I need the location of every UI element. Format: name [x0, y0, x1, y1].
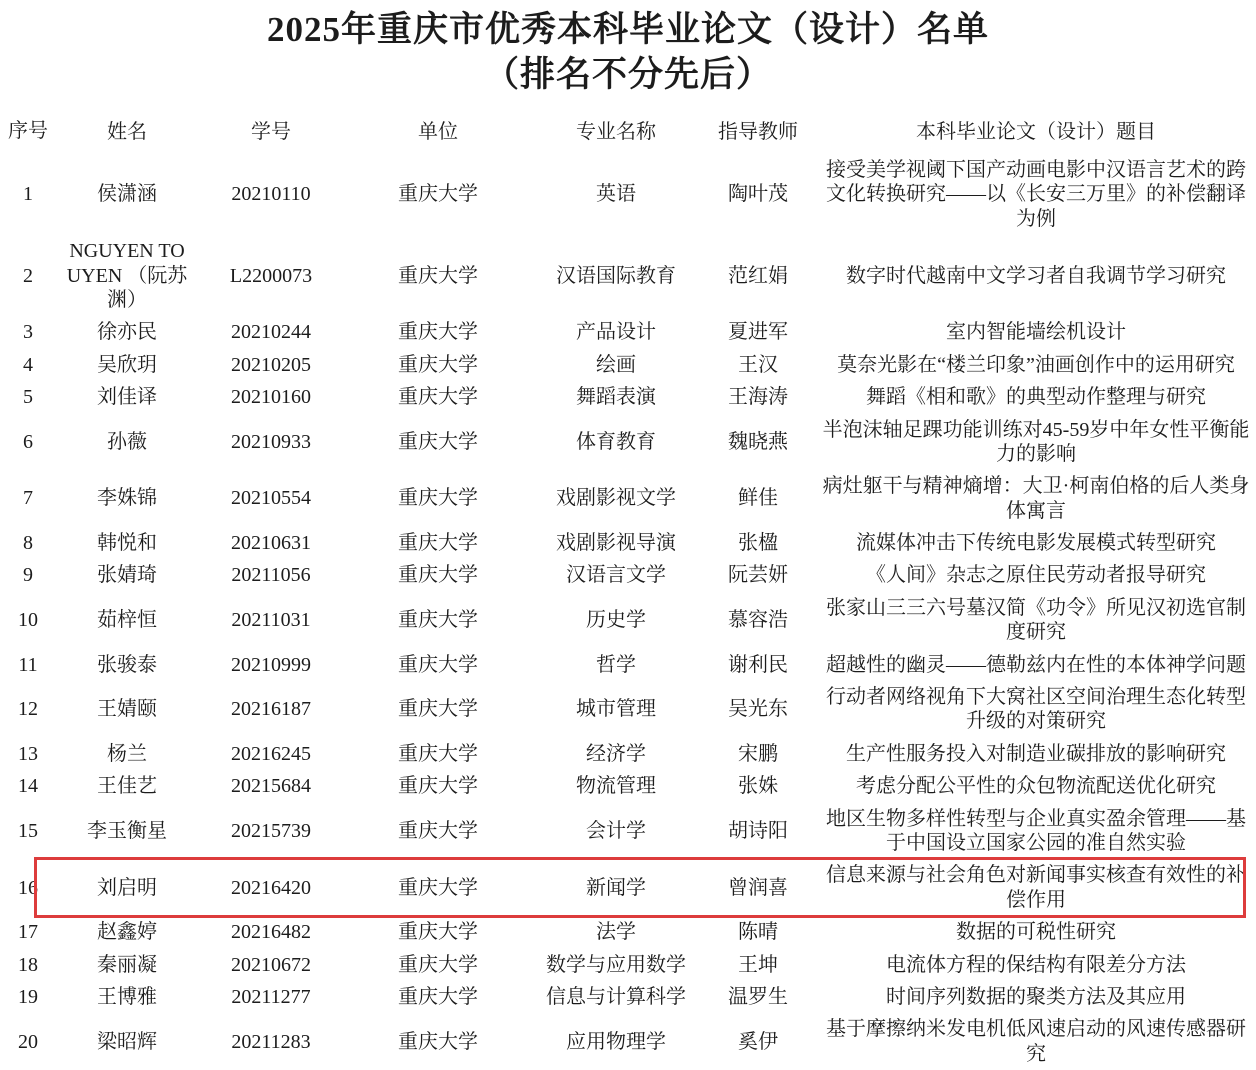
table-header-row: [0, 114, 1256, 154]
cell-unit: 重庆大学: [398, 321, 478, 344]
cell-unit: 重庆大学: [398, 819, 478, 842]
table-row: [0, 381, 1256, 413]
cell-student-id: 20216187: [231, 698, 311, 721]
cell-advisor: 陶叶茂: [728, 183, 788, 206]
cell-unit: 重庆大学: [398, 386, 478, 409]
cell-thesis-title: 病灶躯干与精神熵增：大卫·柯南伯格的后人类身体寓言: [822, 475, 1250, 522]
cell-unit: 重庆大学: [398, 921, 478, 944]
table-body: [0, 154, 1256, 1070]
table-row: [0, 681, 1256, 738]
table-row-highlighted: [0, 859, 1256, 916]
cell-unit: 重庆大学: [398, 953, 478, 976]
cell-advisor: 胡诗阳: [728, 819, 788, 842]
cell-thesis-title: 超越性的幽灵——德勒兹内在性的本体神学问题: [826, 653, 1246, 676]
cell-name: 徐亦民: [97, 321, 157, 344]
cell-major: 哲学: [596, 653, 636, 676]
cell-no: 8: [23, 532, 33, 555]
cell-unit: 重庆大学: [398, 775, 478, 798]
cell-advisor: 谢利民: [728, 653, 788, 676]
cell-unit: 重庆大学: [398, 742, 478, 765]
cell-name: 吴欣玥: [97, 353, 157, 376]
cell-name: 茹梓恒: [97, 609, 157, 632]
cell-advisor: 阮芸妍: [728, 564, 788, 587]
cell-no: 3: [23, 321, 33, 344]
table-row: [0, 770, 1256, 802]
cell-student-id: 20211283: [231, 1030, 311, 1053]
cell-thesis-title: 流媒体冲击下传统电影发展模式转型研究: [856, 532, 1216, 555]
cell-no: 17: [18, 921, 38, 944]
header-unit: 单位: [418, 120, 458, 143]
cell-unit: 重庆大学: [398, 1030, 478, 1053]
cell-student-id: 20210205: [231, 353, 311, 376]
cell-name: 李姝锦: [97, 487, 157, 510]
cell-student-id: 20210631: [231, 532, 311, 555]
cell-major: 体育教育: [576, 430, 656, 453]
cell-advisor: 宋鹏: [738, 742, 778, 765]
cell-major: 绘画: [596, 353, 636, 376]
cell-name: 韩悦和: [97, 532, 157, 555]
header-no: 序号: [8, 120, 48, 143]
cell-thesis-title: 《人间》杂志之原住民劳动者报导研究: [866, 564, 1206, 587]
cell-advisor: 张姝: [738, 775, 778, 798]
cell-no: 10: [18, 609, 38, 632]
cell-name: 张骏泰: [97, 653, 157, 676]
cell-no: 5: [23, 386, 33, 409]
table-row: [0, 1013, 1256, 1070]
cell-student-id: 20210933: [231, 430, 311, 453]
cell-name: 李玉衡星: [87, 819, 167, 842]
table-row: [0, 592, 1256, 649]
cell-advisor: 王汉: [738, 353, 778, 376]
cell-unit: 重庆大学: [398, 487, 478, 510]
cell-no: 12: [18, 698, 38, 721]
cell-thesis-title: 半泡沫轴足踝功能训练对45-59岁中年女性平衡能力的影响: [822, 418, 1250, 465]
cell-no: 19: [18, 985, 38, 1008]
cell-no: 14: [18, 775, 38, 798]
cell-advisor: 鲜佳: [738, 487, 778, 510]
cell-major: 历史学: [586, 609, 646, 632]
table-row: [0, 316, 1256, 348]
cell-major: 戏剧影视导演: [556, 532, 676, 555]
page-title: [0, 8, 1256, 98]
cell-no: 16: [18, 876, 38, 899]
cell-no: 18: [18, 953, 38, 976]
cell-thesis-title: 数字时代越南中文学习者自我调节学习研究: [846, 264, 1226, 287]
cell-unit: 重庆大学: [398, 430, 478, 453]
cell-student-id: 20216482: [231, 921, 311, 944]
cell-student-id: 20216420: [231, 876, 311, 899]
cell-no: 6: [23, 430, 33, 453]
table-row: [0, 916, 1256, 948]
cell-unit: 重庆大学: [398, 985, 478, 1008]
cell-major: 数学与应用数学: [546, 953, 686, 976]
cell-advisor: 范红娟: [728, 264, 788, 287]
thesis-table: [0, 114, 1256, 1070]
cell-name: NGUYEN TO UYEN （阮苏渊）: [66, 240, 188, 311]
table-row: [0, 235, 1256, 316]
cell-major: 新闻学: [586, 876, 646, 899]
cell-unit: 重庆大学: [398, 532, 478, 555]
cell-unit: 重庆大学: [398, 264, 478, 287]
cell-student-id: 20210554: [231, 487, 311, 510]
table-row: [0, 414, 1256, 471]
cell-thesis-title: 考虑分配公平性的众包物流配送优化研究: [856, 775, 1216, 798]
cell-no: 7: [23, 487, 33, 510]
cell-unit: 重庆大学: [398, 698, 478, 721]
header-advisor: 指导教师: [718, 120, 798, 143]
cell-name: 王婧颐: [97, 698, 157, 721]
cell-thesis-title: 生产性服务投入对制造业碳排放的影响研究: [846, 742, 1226, 765]
cell-no: 9: [23, 564, 33, 587]
cell-student-id: 20211031: [231, 609, 311, 632]
cell-name: 侯潇涵: [97, 183, 157, 206]
cell-no: 20: [18, 1030, 38, 1053]
cell-student-id: 20210110: [231, 183, 311, 206]
header-major: 专业名称: [576, 120, 656, 143]
cell-advisor: 张楹: [738, 532, 778, 555]
cell-no: 15: [18, 819, 38, 842]
header-name: 姓名: [107, 120, 147, 143]
cell-major: 汉语言文学: [566, 564, 666, 587]
cell-thesis-title: 时间序列数据的聚类方法及其应用: [886, 985, 1186, 1008]
table-row: [0, 559, 1256, 591]
cell-student-id: 20210999: [231, 653, 311, 676]
cell-name: 王博雅: [97, 985, 157, 1008]
cell-unit: 重庆大学: [398, 353, 478, 376]
page-title-line1: 2025年重庆市优秀本科毕业论文（设计）名单: [266, 10, 989, 49]
cell-major: 法学: [596, 921, 636, 944]
cell-name: 张婧琦: [97, 564, 157, 587]
cell-no: 4: [23, 353, 33, 376]
cell-student-id: 20215684: [231, 775, 311, 798]
cell-student-id: 20211277: [231, 985, 311, 1008]
cell-name: 刘佳译: [97, 386, 157, 409]
cell-thesis-title: 行动者网络视角下大窝社区空间治理生态化转型升级的对策研究: [826, 686, 1246, 733]
table-row: [0, 349, 1256, 381]
cell-advisor: 王坤: [738, 953, 778, 976]
table-row: [0, 949, 1256, 981]
cell-major: 戏剧影视文学: [556, 487, 676, 510]
cell-thesis-title: 接受美学视阈下国产动画电影中汉语言艺术的跨文化转换研究——以《长安三万里》的补偿翻译为例: [826, 158, 1246, 230]
table-row: [0, 154, 1256, 235]
cell-major: 经济学: [586, 742, 646, 765]
table-row: [0, 981, 1256, 1013]
cell-advisor: 吴光东: [728, 698, 788, 721]
cell-major: 会计学: [586, 819, 646, 842]
cell-no: 11: [18, 653, 38, 676]
table-row: [0, 649, 1256, 681]
cell-name: 秦丽凝: [97, 953, 157, 976]
cell-student-id: 20210244: [231, 321, 311, 344]
cell-thesis-title: 地区生物多样性转型与企业真实盈余管理——基于中国设立国家公园的准自然实验: [826, 807, 1246, 854]
cell-advisor: 王海涛: [728, 386, 788, 409]
cell-major: 汉语国际教育: [556, 264, 676, 287]
cell-major: 应用物理学: [566, 1030, 666, 1053]
cell-unit: 重庆大学: [398, 183, 478, 206]
cell-no: 1: [23, 183, 33, 206]
cell-student-id: 20216245: [231, 742, 311, 765]
cell-major: 产品设计: [576, 321, 656, 344]
page-title-line2: （排名不分先后）: [483, 54, 772, 94]
cell-advisor: 奚伊: [738, 1030, 778, 1053]
cell-unit: 重庆大学: [398, 564, 478, 587]
table-row: [0, 527, 1256, 559]
cell-no: 13: [18, 742, 38, 765]
cell-no: 2: [23, 264, 33, 287]
cell-thesis-title: 信息来源与社会角色对新闻事实核查有效性的补偿作用: [826, 864, 1246, 911]
header-thesis-title: 本科毕业论文（设计）题目: [916, 120, 1156, 143]
cell-major: 信息与计算科学: [546, 985, 686, 1008]
cell-major: 物流管理: [576, 775, 656, 798]
cell-major: 城市管理: [576, 698, 656, 721]
cell-advisor: 慕容浩: [728, 609, 788, 632]
cell-name: 孙薇: [107, 430, 147, 453]
cell-advisor: 夏进军: [728, 321, 788, 344]
cell-thesis-title: 舞蹈《相和歌》的典型动作整理与研究: [866, 386, 1206, 409]
cell-advisor: 魏晓燕: [728, 430, 788, 453]
cell-student-id: 20211056: [231, 564, 311, 587]
header-student-id: 学号: [251, 120, 291, 143]
cell-student-id: 20215739: [231, 819, 311, 842]
cell-student-id: L2200073: [229, 264, 313, 287]
cell-student-id: 20210160: [231, 386, 311, 409]
cell-advisor: 曾润喜: [728, 876, 788, 899]
cell-student-id: 20210672: [231, 953, 311, 976]
cell-major: 舞蹈表演: [576, 386, 656, 409]
cell-name: 赵鑫婷: [97, 921, 157, 944]
table-row: [0, 738, 1256, 770]
cell-name: 刘启明: [97, 876, 157, 899]
cell-thesis-title: 数据的可税性研究: [956, 921, 1116, 944]
cell-unit: 重庆大学: [398, 876, 478, 899]
cell-thesis-title: 张家山三三六号墓汉简《功令》所见汉初选官制度研究: [826, 596, 1246, 644]
cell-thesis-title: 莫奈光影在“楼兰印象”油画创作中的运用研究: [837, 353, 1235, 376]
cell-thesis-title: 室内智能墙绘机设计: [946, 321, 1126, 344]
cell-thesis-title: 电流体方程的保结构有限差分方法: [886, 953, 1186, 976]
cell-unit: 重庆大学: [398, 653, 478, 676]
cell-major: 英语: [596, 183, 636, 206]
table-row: [0, 470, 1256, 527]
cell-name: 梁昭辉: [97, 1030, 157, 1053]
table-row: [0, 803, 1256, 860]
cell-advisor: 温罗生: [728, 985, 788, 1008]
cell-advisor: 陈晴: [738, 921, 778, 944]
cell-unit: 重庆大学: [398, 609, 478, 632]
cell-name: 王佳艺: [97, 775, 157, 798]
cell-name: 杨兰: [107, 742, 147, 765]
cell-thesis-title: 基于摩擦纳米发电机低风速启动的风速传感器研究: [826, 1018, 1246, 1065]
